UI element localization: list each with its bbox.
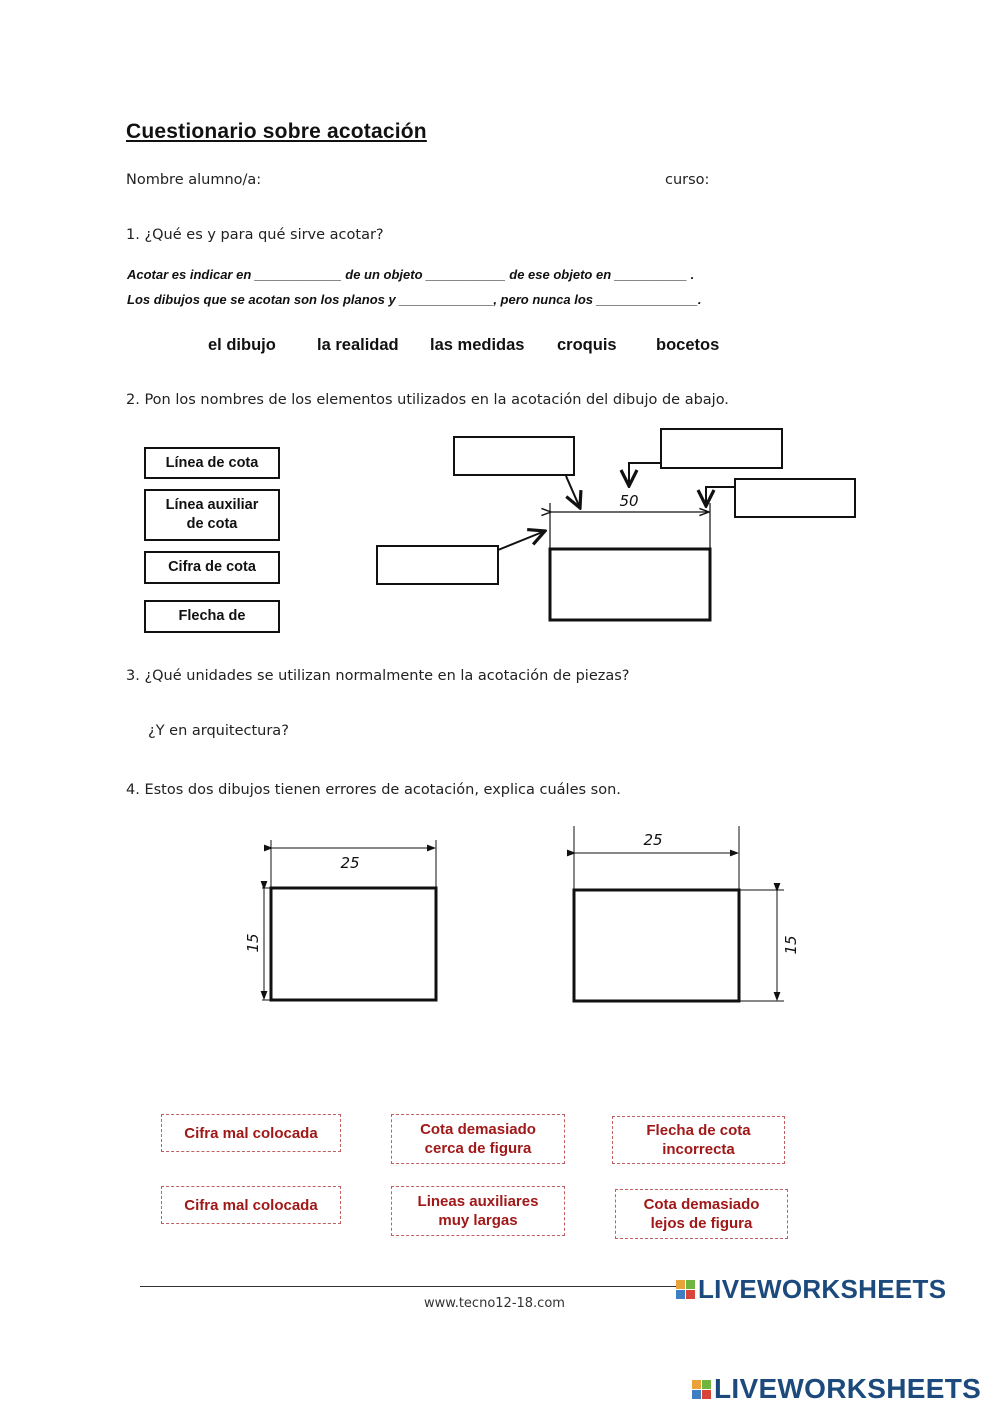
student-name-label: Nombre alumno/a:: [126, 172, 262, 188]
q3-subquestion: ¿Y en arquitectura?: [148, 723, 289, 739]
word-croquis[interactable]: croquis: [557, 336, 617, 354]
q2-dimension-figure: 50: [619, 492, 639, 510]
q2-dimension-diagram: [0, 0, 1000, 660]
q4-figures: [0, 800, 1000, 1020]
q2-answer-box-top-right[interactable]: [661, 429, 782, 468]
liveworksheets-wordmark: LIVEWORKSHEETS: [714, 1373, 982, 1404]
q2-answer-box-cifra[interactable]: [454, 437, 574, 475]
answer-option-1[interactable]: Cifra mal colocada: [161, 1114, 341, 1152]
word-las-medidas[interactable]: las medidas: [430, 336, 525, 354]
word-bocetos[interactable]: bocetos: [656, 336, 720, 354]
q4-fig1-width: 25: [340, 854, 360, 872]
answer-option-4[interactable]: Cifra mal colocada: [161, 1186, 341, 1224]
label-linea-auxiliar[interactable]: Línea auxiliar de cota: [144, 489, 280, 541]
footer-url: www.tecno12-18.com: [424, 1296, 565, 1311]
q2-pointer-arrow-1: [566, 476, 580, 508]
word-la-realidad[interactable]: la realidad: [317, 336, 399, 354]
q2-answer-box-left[interactable]: [377, 546, 498, 584]
q1-line-1: Acotar es indicar en ____________ de un objeto ___________ de ese objeto en __________ .: [127, 267, 695, 282]
word-el-dibujo[interactable]: el dibujo: [208, 336, 276, 354]
liveworksheets-wordmark: LIVEWORKSHEETS: [698, 1274, 947, 1304]
q2-pointer-arrow-4: [498, 531, 545, 550]
q2-answer-box-right[interactable]: [735, 479, 855, 517]
q4-fig2-height: 15: [782, 935, 800, 955]
answer-option-3[interactable]: Flecha de cota incorrecta: [612, 1116, 785, 1164]
label-cifra-de-cota[interactable]: Cifra de cota: [144, 551, 280, 584]
q4-fig1-height: 15: [244, 933, 262, 953]
q3-question: 3. ¿Qué unidades se utilizan normalmente en la acotación de piezas?: [126, 668, 630, 684]
liveworksheets-logo-bottom: [692, 1373, 981, 1405]
answer-option-6[interactable]: Cota demasiado lejos de figura: [615, 1189, 788, 1239]
liveworksheets-icon: [692, 1380, 711, 1399]
q2-question: 2. Pon los nombres de los elementos utilizados en la acotación del dibujo de abajo.: [126, 392, 729, 408]
q2-object-rect: [550, 549, 710, 620]
footer-divider: [140, 1286, 680, 1287]
q2-pointer-arrow-2: [629, 463, 661, 486]
q4-figure-1: [244, 840, 436, 1000]
q4-question: 4. Estos dos dibujos tienen errores de acotación, explica cuáles son.: [126, 782, 621, 798]
page-title: Cuestionario sobre acotación: [126, 120, 427, 143]
q4-figure-2: [574, 826, 800, 1001]
answer-option-5[interactable]: Lineas auxiliares muy largas: [391, 1186, 565, 1236]
q1-line-2: Los dibujos que se acotan son los planos y _____________, pero nunca los ______________.: [127, 292, 702, 307]
answer-option-2[interactable]: Cota demasiado cerca de figura: [391, 1114, 565, 1164]
course-label: curso:: [665, 172, 710, 188]
liveworksheets-logo: [676, 1274, 946, 1305]
label-flecha-de[interactable]: Flecha de: [144, 600, 280, 633]
label-linea-de-cota[interactable]: Línea de cota: [144, 447, 280, 479]
q1-question: 1. ¿Qué es y para qué sirve acotar?: [126, 227, 384, 243]
liveworksheets-icon: [676, 1280, 695, 1299]
q4-fig2-width: 25: [643, 831, 663, 849]
